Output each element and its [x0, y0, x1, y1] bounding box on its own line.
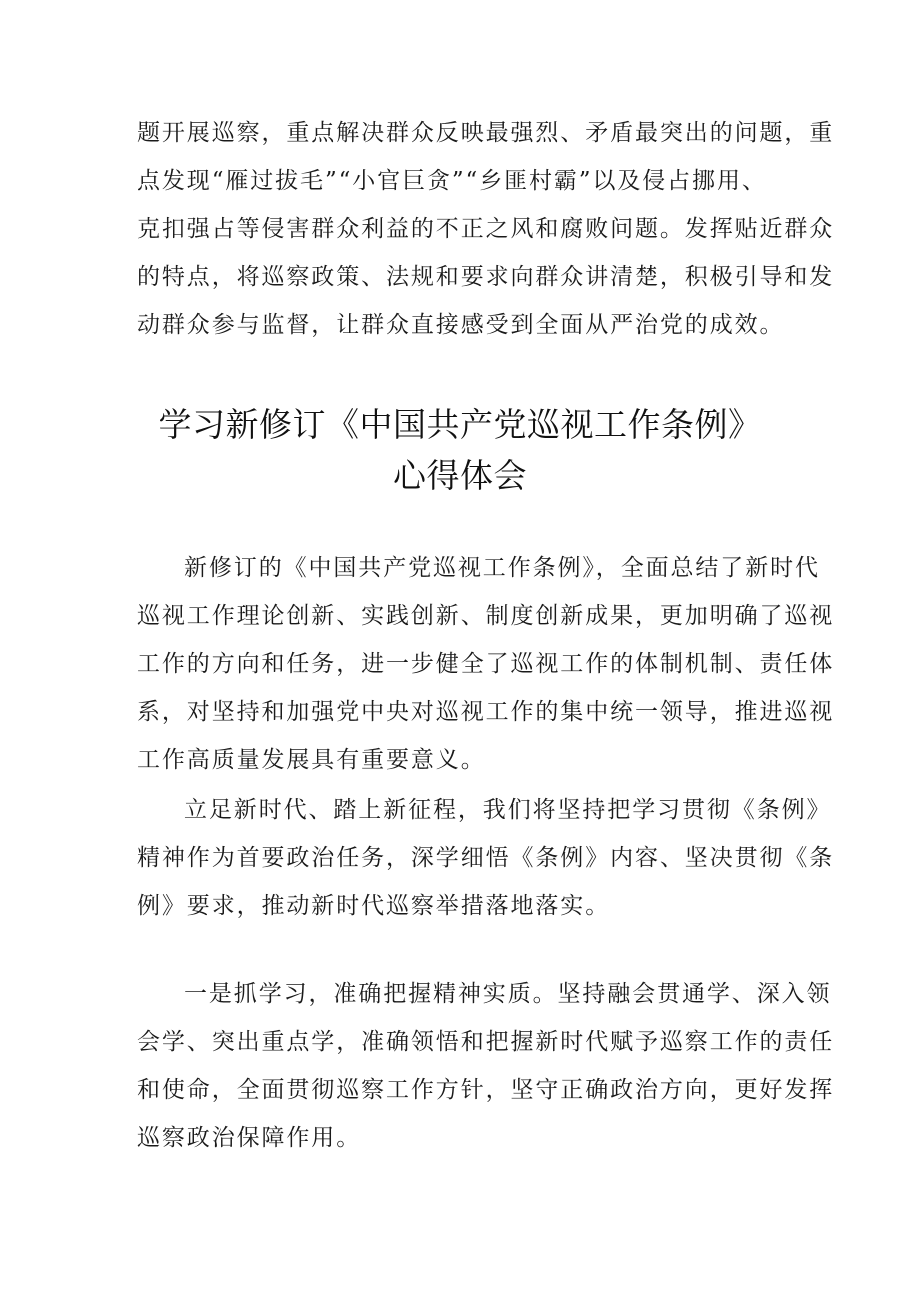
- paragraph-line: 一是抓学习，准确把握精神实质。坚持融会贯通学、深入领: [184, 981, 832, 1007]
- paragraph-line: 系，对坚持和加强党中央对巡视工作的集中统一领导，推进巡视: [137, 699, 835, 725]
- paragraph-line: 克扣强占等侵害群众利益的不正之风和腐败问题。发挥贴近群众: [137, 216, 835, 242]
- paragraph-line: 立足新时代、踏上新征程，我们将坚持把学习贯彻《条例》: [184, 797, 832, 823]
- paragraph-line: 会学、突出重点学，准确领悟和把握新时代赋予巡察工作的责任: [137, 1029, 835, 1055]
- title-line-1: 学习新修订《中国共产党巡视工作条例》: [158, 405, 762, 444]
- paragraph-line: 巡视工作理论创新、实践创新、制度创新成果，更加明确了巡视: [137, 603, 835, 629]
- paragraph-line: 巡察政治保障作用。: [137, 1125, 362, 1151]
- paragraph-line: 精神作为首要政治任务，深学细悟《条例》内容、坚决贯彻《条: [137, 845, 835, 871]
- paragraph-line: 的特点，将巡察政策、法规和要求向群众讲清楚，积极引导和发: [137, 264, 835, 290]
- paragraph-line: 新修订的《中国共产党巡视工作条例》，全面总结了新时代: [184, 555, 820, 581]
- paragraph-line: 动群众参与监督，让群众直接感受到全面从严治党的成效。: [137, 312, 785, 338]
- title-line-2: 心得体会: [393, 456, 527, 495]
- paragraph-line: 点发现“雁过拔毛”“小官巨贪”“乡匪村霸”以及侵占挪用、: [137, 168, 767, 194]
- paragraph-line: 题开展巡察，重点解决群众反映最强烈、矛盾最突出的问题，重: [137, 120, 835, 146]
- paragraph-line: 工作高质量发展具有重要意义。: [137, 747, 486, 773]
- paragraph-line: 工作的方向和任务，进一步健全了巡视工作的体制机制、责任体: [137, 651, 835, 677]
- paragraph-line: 和使命，全面贯彻巡察工作方针，坚守正确政治方向，更好发挥: [137, 1077, 835, 1103]
- paragraph-line: 例》要求，推动新时代巡察举措落地落实。: [137, 893, 611, 919]
